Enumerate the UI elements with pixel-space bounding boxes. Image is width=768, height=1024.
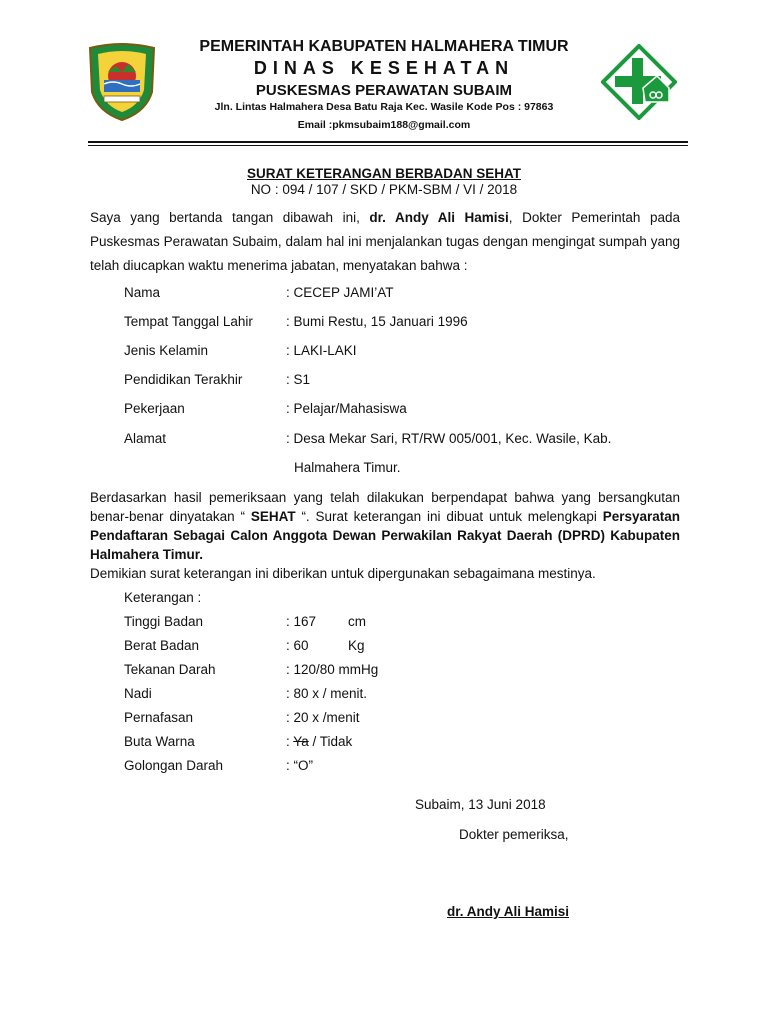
exam-unit: Kg (348, 638, 365, 653)
identity-value: : LAKI-LAKI (286, 343, 357, 358)
signature-name: dr. Andy Ali Hamisi (447, 904, 570, 919)
signature-role: Dokter pemeriksa, (459, 827, 569, 842)
exam-label: Pernafasan (124, 710, 194, 725)
letterhead-department: DINAS KESEHATAN (253, 58, 515, 78)
letterhead-email: Email :pkmsubaim188@gmail.com (297, 119, 471, 131)
letterhead-government: PEMERINTAH KABUPATEN HALMAHERA TIMUR (199, 38, 569, 55)
identity-value: : Pelajar/Mahasiswa (286, 401, 407, 416)
notes-heading: Keterangan : (124, 590, 202, 605)
letterhead-rule-thin (88, 145, 688, 146)
identity-label: Tempat Tanggal Lahir (124, 314, 253, 329)
identity-value: : Desa Mekar Sari, RT/RW 005/001, Kec. Wasile, Kab. (286, 431, 612, 446)
closing-sentence: Demikian surat keterangan ini diberikan untuk dipergunakan sebagaimana mestinya. (90, 566, 596, 581)
doctor-name-inline: dr. Andy Ali Hamisi (369, 210, 509, 225)
exam-label: Tekanan Darah (124, 662, 216, 677)
exam-value: : 60 (286, 638, 309, 653)
struck-option: Ya (293, 734, 309, 749)
exam-label: Golongan Darah (124, 758, 224, 773)
intro-paragraph: Saya yang bertanda tangan dibawah ini, dr. Andy Ali Hamisi, Dokter Pemerintah pada Puskesmas Perawatan Subaim, dalam hal ini menjalankan tugas dengan mengingat sumpah yang telah diucapkan waktu menerima jabatan, menyatakan bahwa : (90, 210, 680, 273)
document-title: SURAT KETERANGAN BERBADAN SEHAT (246, 166, 521, 181)
exam-label: Nadi (124, 686, 152, 701)
exam-label: Buta Warna (124, 734, 195, 749)
exam-value: : 167 (286, 614, 317, 629)
health-status: SEHAT (250, 509, 296, 524)
identity-label: Jenis Kelamin (124, 343, 209, 358)
exam-value: : “O” (286, 758, 313, 773)
exam-label: Berat Badan (124, 638, 200, 653)
exam-label: Tinggi Badan (124, 614, 204, 629)
address-continuation: Halmahera Timur. (294, 460, 401, 475)
identity-label: Pekerjaan (124, 401, 185, 416)
identity-label: Pendidikan Terakhir (124, 372, 243, 387)
result-paragraph: Berdasarkan hasil pemeriksaan yang telah dilakukan berpendapat bahwa yang bersangkutan benar-benar dinyatakan “ SEHAT “. Surat keterangan ini dibuat untuk melengkapi Persyaratan Pendaftaran Sebagai Calon Anggota Dewan Perwakilan Rakyat Daerah (DPRD) Kabupaten Halmahera Timur. (90, 490, 680, 562)
letterhead-address: Jln. Lintas Halmahera Desa Batu Raja Kec. Wasile Kode Pos : 97863 (214, 101, 554, 113)
exam-unit: cm (348, 614, 366, 629)
exam-value: : 20 x /menit (286, 710, 360, 725)
identity-label: Nama (124, 285, 161, 300)
identity-value: : Bumi Restu, 15 Januari 1996 (286, 314, 468, 329)
identity-label: Alamat (124, 431, 167, 446)
certificate-purpose: Persyaratan Pendaftaran Sebagai Calon Anggota Dewan Perwakilan Rakyat Daerah (DPRD) Kabupaten Halmahera Timur. (90, 509, 680, 562)
letterhead-rule-thick (88, 141, 688, 143)
exam-value: : 80 x / menit. (286, 686, 368, 701)
exam-value: : 120/80 mmHg (286, 662, 379, 677)
letterhead-institution: PUSKESMAS PERAWATAN SUBAIM (255, 82, 513, 99)
identity-value: : S1 (286, 372, 311, 387)
document-number: NO : 094 / 107 / SKD / PKM-SBM / VI / 2018 (250, 182, 518, 197)
signature-place-date: Subaim, 13 Juni 2018 (415, 797, 546, 812)
exam-value-color-blind: : Ya / Tidak (286, 734, 353, 749)
identity-value: : CECEP JAMI’AT (286, 285, 394, 300)
